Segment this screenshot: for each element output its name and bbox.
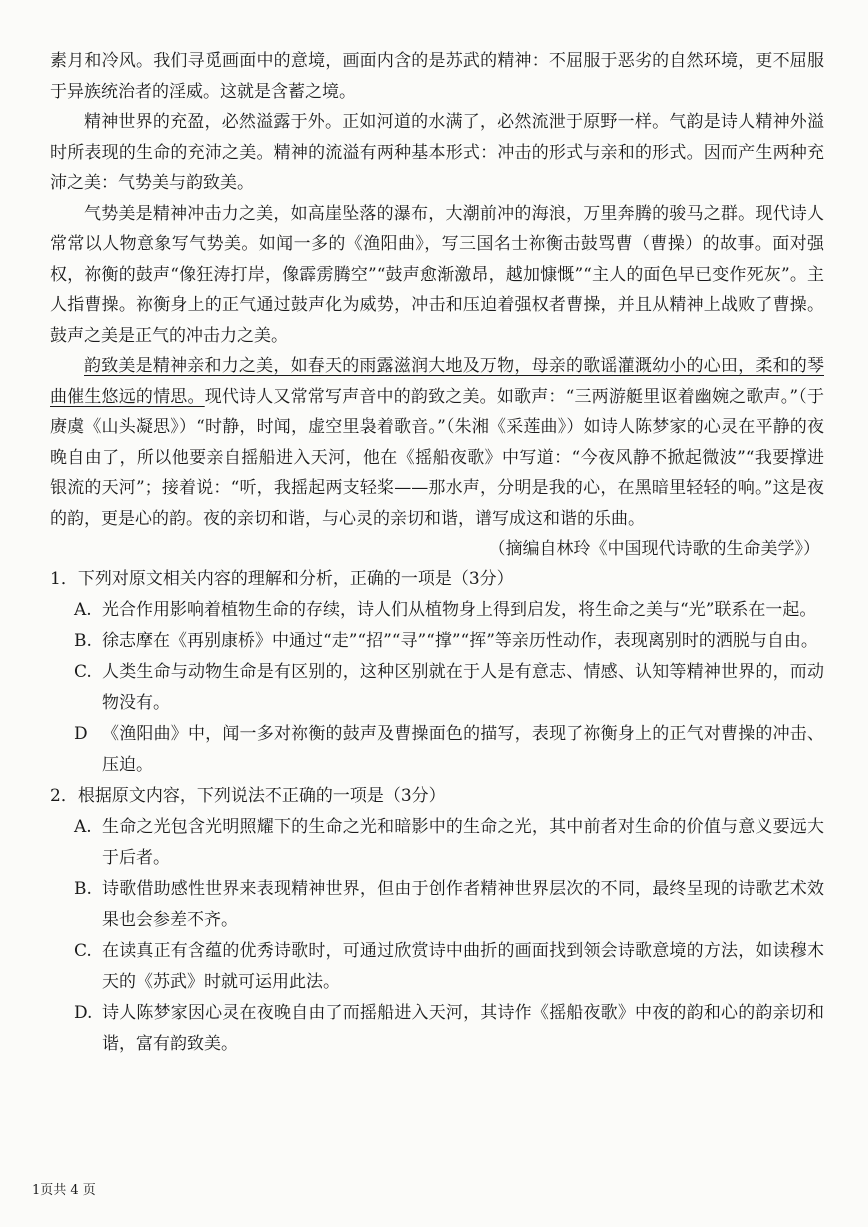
option-b[interactable] <box>50 874 824 936</box>
option-letter: D <box>74 724 88 744</box>
option-letter: D. <box>74 1003 93 1023</box>
option-a[interactable] <box>50 812 824 874</box>
option-c[interactable] <box>50 936 824 998</box>
option-text: 人类生命与动物生命是有区别的，这种区别就在于人是有意志、情感、认知等精神世界的，而动物没有。 <box>102 662 824 713</box>
passage-paragraph-4-rest: 现代诗人又常常写声音中的韵致之美。如歌声：“三两游艇里讴着幽婉之歌声。”（于赓虞《山头凝思》）“时静，时闻，虚空里袅着歌音。”（朱湘《采莲曲》）如诗人陈梦家的心灵在平静的夜晚自由了，所以他要亲自摇船进入天河，他在《摇船夜歌》中写道：“今夜风静不掀起微波”“我要撑进银流的天河”；接着说：“听，我摇起两支轻桨——那水声，分明是我的心，在黑暗里轻轻的响。”这是夜的韵，更是心的韵。夜的亲切和谐，与心灵的亲切和谐，谱写成这和谐的乐曲。 <box>50 386 824 529</box>
option-text: 《渔阳曲》中，闻一多对祢衡的鼓声及曹操面色的描写，表现了祢衡身上的正气对曹操的冲击、压迫。 <box>102 724 824 775</box>
question-1 <box>50 564 824 781</box>
passage-paragraph-4 <box>50 351 824 534</box>
question-2 <box>50 781 824 1060</box>
option-text: 在读真正有含蕴的优秀诗歌时，可通过欣赏诗中曲折的画面找到领会诗歌意境的方法，如读穆木天的《苏武》时就可运用此法。 <box>102 941 824 992</box>
source-citation: （摘编自林玲《中国现代诗歌的生命美学》） <box>488 539 820 559</box>
option-text: 诗人陈梦家因心灵在夜晚自由了而摇船进入天河，其诗作《摇船夜歌》中夜的韵和心的韵亲切和谐，富有韵致美。 <box>102 1003 824 1054</box>
option-text: 徐志摩在《再别康桥》中通过“走”“招”“寻”“撑”“挥”等亲历性动作，表现离别时的洒脱与自由。 <box>102 631 818 651</box>
option-text: 生命之光包含光明照耀下的生命之光和暗影中的生命之光，其中前者对生命的价值与意义要远大于后者。 <box>102 817 824 868</box>
passage-paragraph-2: 精神世界的充盈，必然溢露于外。正如河道的水满了，必然流泄于原野一样。气韵是诗人精神外溢时所表现的生命的充沛之美。精神的流溢有两种基本形式：冲击的形式与亲和的形式。因而产生两种充沛之美：气势美与韵致美。 <box>50 112 824 193</box>
underlined-sentence: 韵致美是精神亲和力之美，如春天的雨露滋润大地及万物，母亲的歌谣灌溉幼小的心田，柔和的琴曲催生悠远的情思。 <box>50 356 824 407</box>
page-number: 1页共 4 页 <box>32 1183 96 1198</box>
option-a[interactable] <box>50 595 824 626</box>
passage-paragraph-1: 素月和冷风。我们寻觅画面中的意境，画面内含的是苏武的精神：不屈服于恶劣的自然环境，更不屈服于异族统治者的淫威。这就是含蓄之境。 <box>50 51 824 102</box>
option-text: 光合作用影响着植物生命的存续，诗人们从植物身上得到启发，将生命之美与“光”联系在一起。 <box>102 600 817 620</box>
option-c[interactable] <box>50 657 824 719</box>
question-stem: 2．根据原文内容，下列说法不正确的一项是（3分） <box>50 786 446 806</box>
option-letter: C. <box>74 941 92 961</box>
option-letter: B. <box>74 879 92 899</box>
option-letter: A. <box>74 600 92 620</box>
option-text: 诗歌借助感性世界来表现精神世界，但由于创作者精神世界层次的不同，最终呈现的诗歌艺术效果也会参差不齐。 <box>102 879 824 930</box>
option-letter: B. <box>74 631 92 651</box>
option-d[interactable] <box>50 998 824 1060</box>
option-d[interactable] <box>50 719 824 781</box>
passage-paragraph-3: 气势美是精神冲击力之美，如高崖坠落的瀑布，大潮前冲的海浪，万里奔腾的骏马之群。现代诗人常常以人物意象写气势美。如闻一多的《渔阳曲》，写三国名士祢衡击鼓骂曹（曹操）的故事。面对强权，祢衡的鼓声“像狂涛打岸，像霹雳腾空”“鼓声愈渐激昂，越加慷慨”“主人的面色早已变作死灰”。主人指曹操。祢衡身上的正气通过鼓声化为威势，冲击和压迫着强权者曹操，并且从精神上战败了曹操。鼓声之美是正气的冲击力之美。 <box>50 203 824 346</box>
question-stem: 1．下列对原文相关内容的理解和分析，正确的一项是（3分） <box>50 569 514 589</box>
option-letter: C. <box>74 662 92 682</box>
option-b[interactable] <box>50 626 824 657</box>
option-letter: A. <box>74 817 92 837</box>
